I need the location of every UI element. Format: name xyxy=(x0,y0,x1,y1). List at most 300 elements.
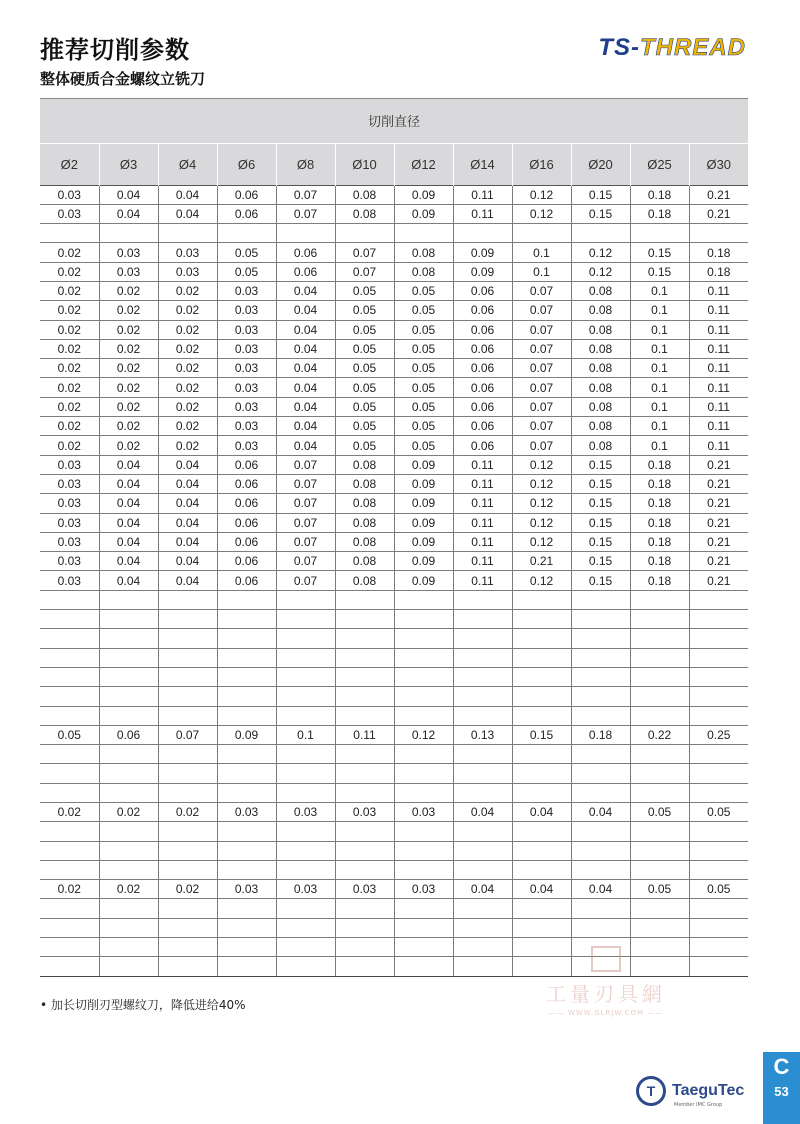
table-cell: 0.11 xyxy=(689,378,748,397)
table-cell xyxy=(512,764,571,783)
table-cell: 0.03 xyxy=(217,803,276,822)
table-cell: 0.02 xyxy=(40,262,99,281)
table-row xyxy=(40,281,748,300)
table-cell: 0.04 xyxy=(276,417,335,436)
table-cell xyxy=(158,745,217,764)
table-cell: 0.07 xyxy=(512,339,571,358)
table-cell xyxy=(40,224,99,243)
table-cell xyxy=(394,648,453,667)
table-cell xyxy=(217,629,276,648)
table-cell xyxy=(630,764,689,783)
table-cell: 0.1 xyxy=(630,417,689,436)
table-cell xyxy=(689,899,748,918)
table-row xyxy=(40,224,748,243)
table-cell xyxy=(453,938,512,957)
brand-thread: THREAD xyxy=(640,34,746,61)
table-cell xyxy=(276,841,335,860)
table-cell xyxy=(158,918,217,937)
table-cell xyxy=(335,860,394,879)
table-cell: 0.13 xyxy=(453,725,512,744)
table-cell xyxy=(453,648,512,667)
table-cell xyxy=(40,860,99,879)
table-cell: 0.03 xyxy=(217,880,276,899)
table-cell: 0.02 xyxy=(99,359,158,378)
diameter-header-cell: Ø14 xyxy=(453,143,512,185)
table-cell xyxy=(276,687,335,706)
table-cell xyxy=(335,224,394,243)
table-cell xyxy=(630,610,689,629)
table-cell xyxy=(158,629,217,648)
table-cell: 0.04 xyxy=(276,397,335,416)
table-cell xyxy=(217,783,276,802)
table-cell xyxy=(217,687,276,706)
table-cell xyxy=(99,745,158,764)
table-cell: 0.05 xyxy=(394,301,453,320)
table-cell: 0.1 xyxy=(630,397,689,416)
table-cell: 0.03 xyxy=(99,243,158,262)
table-cell xyxy=(689,841,748,860)
table-cell: 0.08 xyxy=(571,339,630,358)
table-cell: 0.02 xyxy=(99,320,158,339)
table-cell: 0.08 xyxy=(335,513,394,532)
table-cell: 0.09 xyxy=(453,243,512,262)
table-cell xyxy=(99,610,158,629)
table-cell xyxy=(158,610,217,629)
table-cell: 0.07 xyxy=(512,301,571,320)
table-cell xyxy=(630,860,689,879)
table-cell: 0.08 xyxy=(335,474,394,493)
table-cell: 0.11 xyxy=(689,417,748,436)
table-row xyxy=(40,204,748,223)
table-cell: 0.04 xyxy=(158,494,217,513)
table-row xyxy=(40,610,748,629)
table-cell xyxy=(335,706,394,725)
table-cell: 0.11 xyxy=(453,552,512,571)
table-cell: 0.18 xyxy=(630,185,689,204)
table-cell: 0.08 xyxy=(571,436,630,455)
ts-thread-logo xyxy=(598,34,746,62)
table-row xyxy=(40,513,748,532)
table-cell xyxy=(394,629,453,648)
taegutec-logo xyxy=(636,1074,744,1108)
table-cell xyxy=(512,841,571,860)
table-cell: 0.05 xyxy=(217,243,276,262)
table-cell: 0.02 xyxy=(158,281,217,300)
table-cell: 0.05 xyxy=(630,803,689,822)
table-cell xyxy=(99,224,158,243)
table-cell: 0.02 xyxy=(40,436,99,455)
table-cell xyxy=(512,610,571,629)
table-cell: 0.1 xyxy=(630,339,689,358)
table-cell: 0.15 xyxy=(571,185,630,204)
table-cell xyxy=(158,667,217,686)
table-cell xyxy=(335,610,394,629)
table-cell: 0.03 xyxy=(335,803,394,822)
table-cell: 0.07 xyxy=(276,474,335,493)
table-cell: 0.06 xyxy=(217,494,276,513)
table-row xyxy=(40,880,748,899)
table-cell: 0.06 xyxy=(276,262,335,281)
watermark xyxy=(536,946,676,1017)
table-cell xyxy=(571,224,630,243)
table-cell: 0.02 xyxy=(158,880,217,899)
table-cell xyxy=(453,610,512,629)
table-cell xyxy=(453,918,512,937)
table-cell xyxy=(99,938,158,957)
table-cell xyxy=(99,783,158,802)
table-cell xyxy=(630,918,689,937)
table-cell xyxy=(453,899,512,918)
table-cell: 0.05 xyxy=(630,880,689,899)
table-cell: 0.05 xyxy=(335,397,394,416)
table-cell: 0.12 xyxy=(512,513,571,532)
table-cell: 0.07 xyxy=(512,281,571,300)
section-page-tab xyxy=(763,1052,800,1124)
table-cell: 0.06 xyxy=(276,243,335,262)
table-cell: 0.09 xyxy=(394,571,453,590)
table-cell: 0.02 xyxy=(99,417,158,436)
table-cell: 0.03 xyxy=(158,262,217,281)
table-cell: 0.07 xyxy=(276,185,335,204)
table-cell xyxy=(158,706,217,725)
diameter-header-cell: Ø2 xyxy=(40,143,99,185)
table-row xyxy=(40,783,748,802)
table-cell xyxy=(630,706,689,725)
table-cell xyxy=(689,706,748,725)
table-cell: 0.12 xyxy=(512,494,571,513)
table-cell xyxy=(394,841,453,860)
table-cell: 0.11 xyxy=(453,474,512,493)
table-cell: 0.07 xyxy=(512,359,571,378)
table-cell: 0.05 xyxy=(394,436,453,455)
table-cell: 0.08 xyxy=(335,494,394,513)
table-cell xyxy=(394,764,453,783)
table-cell xyxy=(158,957,217,976)
table-cell: 0.1 xyxy=(630,281,689,300)
table-cell: 0.07 xyxy=(276,494,335,513)
taegutec-subtitle: Member IMC Group xyxy=(674,1102,723,1108)
table-cell: 0.02 xyxy=(40,301,99,320)
table-cell: 0.08 xyxy=(571,281,630,300)
diameter-header-cell: Ø3 xyxy=(99,143,158,185)
table-cell: 0.05 xyxy=(335,417,394,436)
table-cell xyxy=(453,629,512,648)
table-cell xyxy=(394,822,453,841)
diameter-header-cell: Ø4 xyxy=(158,143,217,185)
table-cell xyxy=(335,841,394,860)
table-cell: 0.18 xyxy=(630,474,689,493)
table-cell: 0.18 xyxy=(630,571,689,590)
table-cell xyxy=(512,745,571,764)
table-cell: 0.21 xyxy=(689,474,748,493)
table-row xyxy=(40,667,748,686)
table-cell xyxy=(394,687,453,706)
table-cell: 0.03 xyxy=(217,320,276,339)
table-cell: 0.05 xyxy=(335,281,394,300)
table-cell: 0.08 xyxy=(571,320,630,339)
table-cell: 0.08 xyxy=(394,243,453,262)
table-row xyxy=(40,629,748,648)
table-cell: 0.15 xyxy=(571,532,630,551)
table-row xyxy=(40,320,748,339)
table-cell: 0.04 xyxy=(276,436,335,455)
table-cell: 0.02 xyxy=(99,339,158,358)
table-cell: 0.09 xyxy=(394,204,453,223)
table-cell xyxy=(217,648,276,667)
table-cell: 0.09 xyxy=(394,455,453,474)
table-cell xyxy=(335,648,394,667)
cutting-parameters-table xyxy=(40,99,748,977)
table-cell xyxy=(40,841,99,860)
table-cell: 0.04 xyxy=(158,571,217,590)
table-cell xyxy=(689,629,748,648)
table-cell: 0.05 xyxy=(394,339,453,358)
table-cell: 0.06 xyxy=(217,204,276,223)
table-cell: 0.15 xyxy=(571,204,630,223)
table-cell xyxy=(453,957,512,976)
table-cell: 0.04 xyxy=(512,880,571,899)
table-cell: 0.1 xyxy=(630,359,689,378)
table-cell: 0.04 xyxy=(99,204,158,223)
table-cell xyxy=(276,938,335,957)
table-row xyxy=(40,494,748,513)
table-cell xyxy=(394,783,453,802)
table-cell: 0.05 xyxy=(394,378,453,397)
table-cell: 0.02 xyxy=(99,378,158,397)
table-cell xyxy=(394,224,453,243)
table-cell: 0.25 xyxy=(689,725,748,744)
table-cell xyxy=(40,667,99,686)
table-cell xyxy=(276,706,335,725)
table-cell xyxy=(453,687,512,706)
table-cell xyxy=(571,629,630,648)
table-cell: 0.04 xyxy=(453,880,512,899)
table-cell xyxy=(571,764,630,783)
table-cell xyxy=(40,629,99,648)
table-cell: 0.11 xyxy=(453,513,512,532)
table-cell: 0.03 xyxy=(40,185,99,204)
table-cell: 0.07 xyxy=(158,725,217,744)
table-cell: 0.03 xyxy=(217,397,276,416)
table-cell: 0.03 xyxy=(40,513,99,532)
table-cell: 0.11 xyxy=(689,436,748,455)
table-cell: 0.15 xyxy=(571,571,630,590)
table-cell: 0.11 xyxy=(689,281,748,300)
table-cell: 0.11 xyxy=(453,494,512,513)
table-cell: 0.02 xyxy=(158,436,217,455)
table-cell: 0.07 xyxy=(512,417,571,436)
table-cell: 0.03 xyxy=(40,204,99,223)
table-cell xyxy=(335,899,394,918)
table-cell: 0.02 xyxy=(158,417,217,436)
table-cell: 0.06 xyxy=(217,532,276,551)
diameter-header-cell: Ø6 xyxy=(217,143,276,185)
diameter-header-cell: Ø20 xyxy=(571,143,630,185)
table-cell xyxy=(217,899,276,918)
table-cell: 0.22 xyxy=(630,725,689,744)
table-cell xyxy=(217,745,276,764)
table-row xyxy=(40,378,748,397)
table-cell xyxy=(335,957,394,976)
table-cell: 0.05 xyxy=(335,301,394,320)
table-cell xyxy=(217,224,276,243)
table-cell xyxy=(99,860,158,879)
table-cell xyxy=(571,687,630,706)
table-cell: 0.07 xyxy=(512,436,571,455)
table-cell: 0.02 xyxy=(99,281,158,300)
table-cell: 0.1 xyxy=(630,301,689,320)
table-cell: 0.15 xyxy=(571,455,630,474)
table-cell xyxy=(453,860,512,879)
table-cell: 0.11 xyxy=(689,339,748,358)
table-cell xyxy=(630,667,689,686)
table-cell: 0.04 xyxy=(276,320,335,339)
table-row xyxy=(40,301,748,320)
table-cell: 0.03 xyxy=(40,474,99,493)
diameter-header-row xyxy=(40,143,748,185)
table-cell xyxy=(394,745,453,764)
table-cell: 0.12 xyxy=(512,532,571,551)
table-cell: 0.03 xyxy=(394,803,453,822)
cutting-diameter-header: 切削直径 xyxy=(40,99,748,143)
table-cell: 0.02 xyxy=(40,417,99,436)
table-cell: 0.04 xyxy=(158,455,217,474)
table-cell: 0.04 xyxy=(512,803,571,822)
table-cell xyxy=(158,860,217,879)
table-cell: 0.12 xyxy=(571,262,630,281)
table-cell xyxy=(571,648,630,667)
table-cell: 0.04 xyxy=(571,803,630,822)
table-cell: 0.08 xyxy=(571,359,630,378)
table-cell: 0.02 xyxy=(158,803,217,822)
table-row xyxy=(40,764,748,783)
table-cell: 0.06 xyxy=(217,185,276,204)
footnote: • 加长切削刃型螺纹刀，降低进给40% xyxy=(40,998,246,1012)
table-cell: 0.04 xyxy=(571,880,630,899)
diameter-header-cell: Ø8 xyxy=(276,143,335,185)
table-cell: 0.05 xyxy=(394,281,453,300)
table-cell: 0.02 xyxy=(99,803,158,822)
table-cell xyxy=(630,648,689,667)
table-cell: 0.02 xyxy=(40,803,99,822)
table-row xyxy=(40,243,748,262)
table-cell xyxy=(689,590,748,609)
table-cell: 0.21 xyxy=(689,455,748,474)
table-cell xyxy=(276,783,335,802)
table-cell: 0.07 xyxy=(276,513,335,532)
table-cell: 0.18 xyxy=(630,204,689,223)
table-cell xyxy=(335,764,394,783)
table-cell: 0.03 xyxy=(217,417,276,436)
table-cell: 0.04 xyxy=(276,359,335,378)
table-cell: 0.03 xyxy=(40,494,99,513)
table-cell xyxy=(40,590,99,609)
table-cell xyxy=(276,610,335,629)
table-cell: 0.07 xyxy=(276,204,335,223)
table-cell: 0.04 xyxy=(158,474,217,493)
table-cell: 0.07 xyxy=(276,532,335,551)
table-row xyxy=(40,571,748,590)
taegutec-name: TaeguTec xyxy=(672,1082,745,1099)
table-row xyxy=(40,262,748,281)
table-cell: 0.07 xyxy=(512,397,571,416)
table-cell xyxy=(276,822,335,841)
table-cell xyxy=(40,610,99,629)
table-cell xyxy=(335,822,394,841)
table-cell: 0.09 xyxy=(394,185,453,204)
table-cell: 0.04 xyxy=(158,513,217,532)
table-cell xyxy=(158,687,217,706)
table-cell: 0.21 xyxy=(689,494,748,513)
table-cell: 0.04 xyxy=(158,204,217,223)
table-cell: 0.06 xyxy=(453,339,512,358)
table-cell: 0.05 xyxy=(335,339,394,358)
table-cell xyxy=(689,687,748,706)
table-cell xyxy=(689,764,748,783)
table-cell xyxy=(512,648,571,667)
taegutec-emblem-icon: T xyxy=(636,1076,666,1106)
table-cell: 0.05 xyxy=(335,378,394,397)
table-cell xyxy=(276,860,335,879)
table-cell xyxy=(99,764,158,783)
table-cell: 0.21 xyxy=(689,185,748,204)
watermark-text: 工量刃具網 xyxy=(546,982,666,1006)
table-row xyxy=(40,822,748,841)
table-row xyxy=(40,725,748,744)
table-cell: 0.05 xyxy=(394,320,453,339)
table-cell xyxy=(158,224,217,243)
table-cell xyxy=(630,899,689,918)
table-cell: 0.06 xyxy=(99,725,158,744)
table-cell xyxy=(689,957,748,976)
table-cell xyxy=(99,667,158,686)
table-cell xyxy=(40,822,99,841)
table-cell: 0.11 xyxy=(689,397,748,416)
table-cell xyxy=(630,745,689,764)
table-cell xyxy=(276,899,335,918)
table-row xyxy=(40,860,748,879)
table-cell: 0.08 xyxy=(571,397,630,416)
table-cell: 0.05 xyxy=(217,262,276,281)
table-cell: 0.03 xyxy=(217,359,276,378)
table-cell xyxy=(512,918,571,937)
table-cell: 0.21 xyxy=(689,552,748,571)
table-row xyxy=(40,417,748,436)
diameter-header-cell: Ø10 xyxy=(335,143,394,185)
table-cell xyxy=(40,938,99,957)
table-cell xyxy=(453,745,512,764)
table-row xyxy=(40,552,748,571)
table-cell xyxy=(571,841,630,860)
table-cell xyxy=(217,860,276,879)
table-cell xyxy=(630,629,689,648)
table-cell: 0.08 xyxy=(335,185,394,204)
table-row xyxy=(40,436,748,455)
table-cell: 0.06 xyxy=(453,359,512,378)
table-cell xyxy=(630,224,689,243)
table-cell xyxy=(571,899,630,918)
table-cell xyxy=(158,899,217,918)
table-cell: 0.02 xyxy=(158,359,217,378)
table-cell: 0.1 xyxy=(630,436,689,455)
table-cell: 0.05 xyxy=(394,397,453,416)
table-cell xyxy=(40,648,99,667)
table-cell xyxy=(217,764,276,783)
table-cell: 0.15 xyxy=(512,725,571,744)
table-row xyxy=(40,359,748,378)
table-cell xyxy=(40,957,99,976)
diameter-header-cell: Ø25 xyxy=(630,143,689,185)
